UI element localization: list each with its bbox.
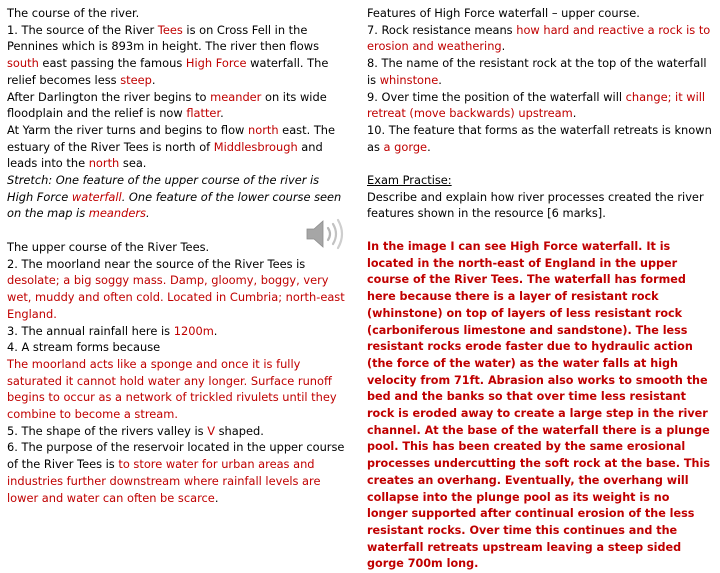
exam-question: Describe and explain how river processes created the river features shown in the resource [6 marks]. xyxy=(367,189,704,221)
answer-2 xyxy=(7,256,347,323)
answer-run: Middlesbrough xyxy=(213,139,298,154)
answer-run: north xyxy=(88,156,120,171)
waterfall-features-section xyxy=(367,5,713,155)
answer-10 xyxy=(367,122,713,155)
text-run: After Darlington the river begins to xyxy=(7,89,211,104)
text-run: Stretch: One feature of the upper course of the river is High Force xyxy=(7,173,320,204)
text-run: 8. The name of the resistant rock at the top of the waterfall is xyxy=(367,56,707,87)
answer-run: meander xyxy=(210,89,262,104)
text-run: is on Cross Fell in the Pennines which is 893m in height. The river then flows xyxy=(7,22,320,54)
answer-run: 1200m xyxy=(173,323,214,338)
answer-9 xyxy=(367,89,713,122)
answer-run: how hard and reactive a rock is to erosion and weathering xyxy=(367,22,711,54)
text-run: 6. The purpose of the reservoir located in the upper course of the River Tees is xyxy=(7,440,345,472)
text-run: east passing the famous xyxy=(38,56,186,71)
answer-3 xyxy=(7,323,347,340)
text-run: . xyxy=(501,39,506,54)
text-run: shaped. xyxy=(214,423,264,438)
text-run: . xyxy=(427,139,431,154)
answer-run: south xyxy=(7,56,39,71)
exam-heading: Exam Practise: xyxy=(367,173,452,187)
exam-answer: In the image I can see High Force waterfall. It is located in the north-east of England in the upper course of the River Tees. The waterfall has formed here because there is a layer of resistant rock (whinstone) on top of layers of less resistant rock (carboniferous limestone and sandstone). The less resistant rocks erode faster due to hydraulic action (the force of the water) as the water falls at high velocity from 71ft. Abrasion also works to smooth the bed and the banks so that over time less resistant rock is eroded away to create a large step in the river channel. At the base of the waterfall there is a plunge pool. This has been created by the same erosional processes undercutting the soft rock at the base. This creates an overhang. Eventually, the overhang will collapse into the plunge pool as its weight is no longer supported after continual erosion of the less resistant rocks. Over time this continues and the waterfall retreats upstream leaving a steep sided gorge 700m long. xyxy=(367,240,710,571)
text-run: . xyxy=(438,72,442,87)
text-run: At Yarm the river turns and begins to flow xyxy=(7,122,248,137)
answer-8 xyxy=(367,55,713,88)
text-run: . xyxy=(220,106,224,121)
text-run: 5. The shape of the rivers valley is xyxy=(7,423,208,438)
answer-run: flatter xyxy=(186,106,221,121)
section-heading: The course of the river. xyxy=(7,6,140,20)
question-4: 4. A stream forms because xyxy=(7,340,161,355)
answer-run: Tees xyxy=(157,22,183,37)
text-run: east. The estuary of the River Tees is north of xyxy=(7,122,335,154)
upper-course-section xyxy=(7,239,347,506)
text-run: 2. The moorland near the source of the River Tees is xyxy=(7,256,306,271)
text-run: . xyxy=(214,490,219,505)
answer-1 xyxy=(7,22,347,89)
answer-run: desolate; a big soggy mass. Damp, gloomy, boggy, very wet, muddy and often cold. Located in Cumbria; north-east England. xyxy=(7,273,345,321)
text-run: 10. The feature that forms as the waterfall retreats is known as xyxy=(367,122,712,154)
answer-run: a gorge xyxy=(383,139,428,154)
text-run: . xyxy=(151,72,156,87)
text-run: on its wide floodplain and the relief is now xyxy=(7,89,327,121)
answer-run: change; it will retreat (move backwards) upstream xyxy=(367,89,706,121)
answer-run: north xyxy=(248,122,279,137)
text-run: . xyxy=(572,106,577,121)
paragraph-darlington xyxy=(7,89,347,122)
text-run: 3. The annual rainfall here is xyxy=(7,323,174,338)
section-heading: Features of High Force waterfall – upper course. xyxy=(367,6,640,20)
paragraph-yarm xyxy=(7,122,347,172)
river-course-section xyxy=(7,5,347,222)
answer-run: waterfall xyxy=(71,189,122,204)
text-run: and leads into the xyxy=(7,139,323,171)
answer-6 xyxy=(7,439,347,506)
exam-practise-section xyxy=(367,172,713,222)
text-run: . One feature of the lower course seen on the map is xyxy=(7,189,342,221)
answer-run: to store water for urban areas and industries further downstream where rainfall levels are lower and water can often be scarce xyxy=(7,457,321,505)
text-run: sea. xyxy=(119,156,147,171)
stretch-task xyxy=(7,172,347,222)
text-run: . xyxy=(145,206,150,221)
text-run: 1. The source of the River xyxy=(7,22,158,37)
answer-run: whinstone xyxy=(379,72,439,87)
answer-run: steep xyxy=(120,72,152,87)
text-run: 9. Over time the position of the waterfall will xyxy=(367,89,626,104)
answer-run: High Force xyxy=(185,56,247,71)
answer-run: V xyxy=(207,423,215,438)
answer-5 xyxy=(7,423,347,440)
answer-4: The moorland acts like a sponge and once it is fully saturated it cannot hold water any longer. Surface runoff begins to occur as a network of trickled rivulets until they combine to become a stream. xyxy=(7,356,337,422)
text-run: 7. Rock resistance means xyxy=(367,22,517,37)
text-run: . xyxy=(213,323,218,338)
answer-7 xyxy=(367,22,713,55)
answer-run: meanders xyxy=(88,206,146,221)
text-run: waterfall. The relief becomes less xyxy=(7,56,329,87)
section-heading: The upper course of the River Tees. xyxy=(7,240,210,254)
